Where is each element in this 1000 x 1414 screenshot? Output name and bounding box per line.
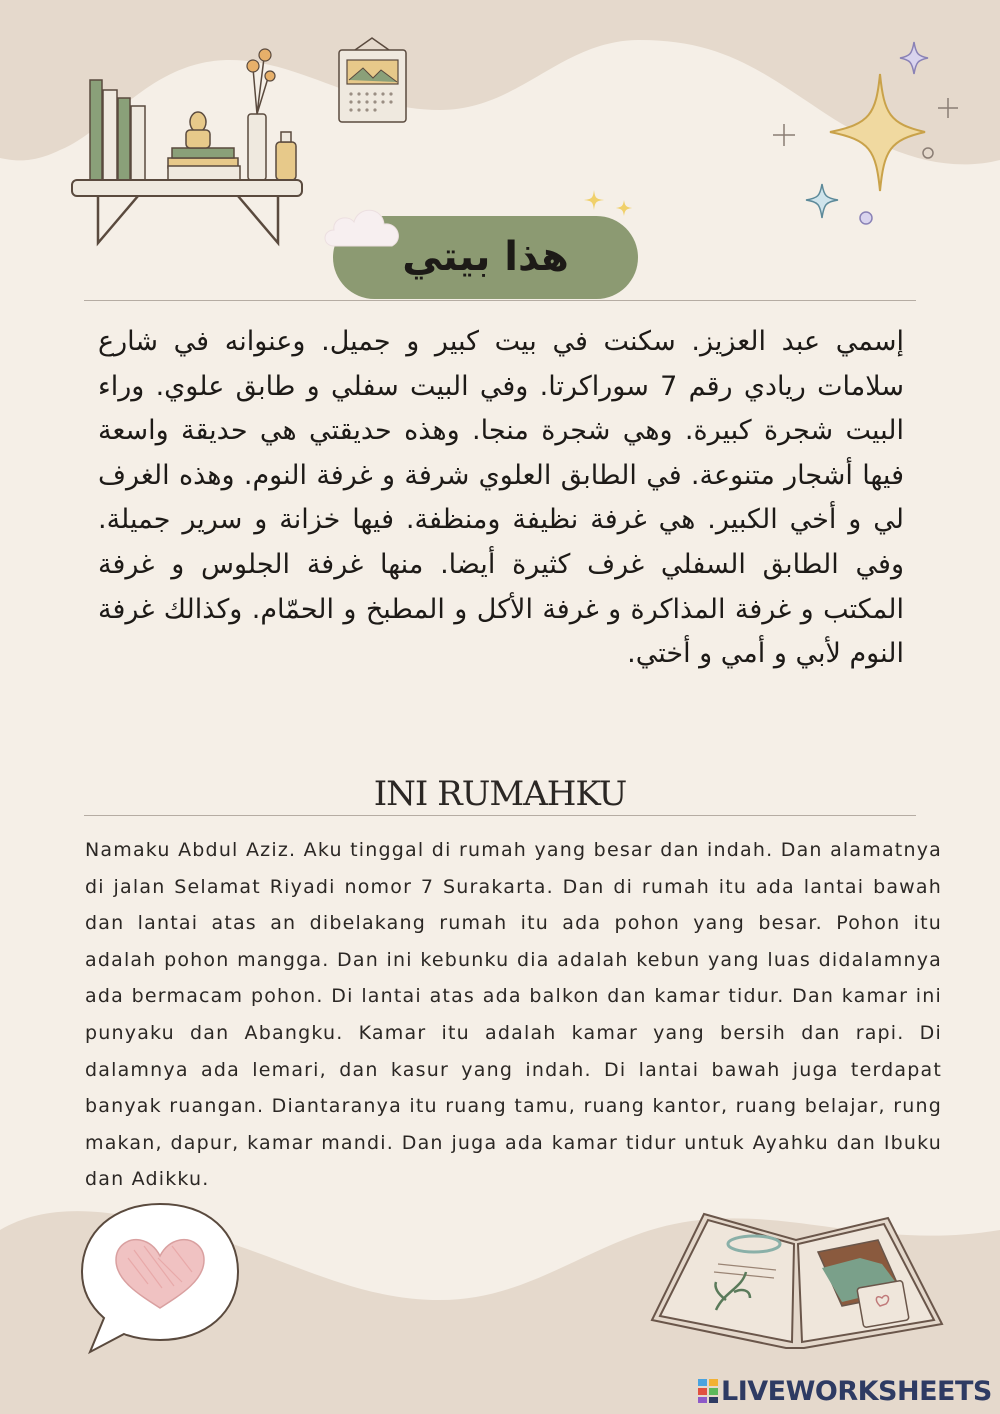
sparkle-icon [770,36,970,236]
liveworksheets-watermark [697,1374,992,1408]
liveworksheets-label: LIVEWORKSHEETS [721,1375,992,1407]
calendar-icon [335,36,410,126]
indonesian-paragraph: Namaku Abdul Aziz. Aku tinggal di rumah yang besar dan indah. Dan alamatnya di jalan Selamat Riyadi nomor 7 Surakarta. Dan di rumah itu ada lantai bawah dan lantai atas an dibelakang rumah itu ada pohon yang besar. Pohon itu adalah pohon mangga. Dan ini kebunku dia adalah kebun yang luas didalamnya ada bermacam pohon. Di lantai atas ada balkon dan kamar tidur. Dan kamar ini punyaku dan Abangku. Kamar itu adalah kamar yang bersih dan rapi. Di dalamnya ada lemari, dan kasur yang indah. Di lantai bawah juga terdapat banyak ruangan. Diantaranya itu ruang tamu, ruang kantor, ruang belajar, rung makan, dapur, kamar mandi. Dan juga ada kamar tidur untuk Ayahku dan Ibuku dan Adikku. [85,839,942,1191]
heart-speech-bubble-icon [78,1200,243,1355]
indonesian-title-divider [84,815,916,816]
arabic-paragraph: إسمي عبد العزيز. سكنت في بيت كبير و جميل. وعنوانه في شارع سلامات ريادي رقم 7 سوراكرتا. وفي البيت سفلي و طابق علوي. وراء البيت شجرة كبيرة. وهي شجرة منجا. وهذه حديقتي هي حديقة واسعة فيها أشجار متنوعة. في الطابق العلوي شرفة و غرفة النوم. وهذه الغرف لي و أخي الكبير. هي غرفة نظيفة ومنظفة. فيها خزانة و سرير جميلة. وفي الطابق السفلي غرف كثيرة أيضا. منها غرفة الجلوس و غرفة المكتب و غرفة المذاكرة و غرفة الأكل و المطبخ و الحمّام. وكذالك غرفة النوم لأبي و أمي و أختي. [98,326,904,670]
liveworksheets-logo-icon [697,1378,719,1404]
arabic-title: هذا بيتي [402,234,569,280]
indonesian-title: INI RUMAHKU [373,774,627,814]
title-divider [84,300,916,301]
open-book-icon [646,1208,946,1358]
bookshelf-icon [68,38,308,248]
